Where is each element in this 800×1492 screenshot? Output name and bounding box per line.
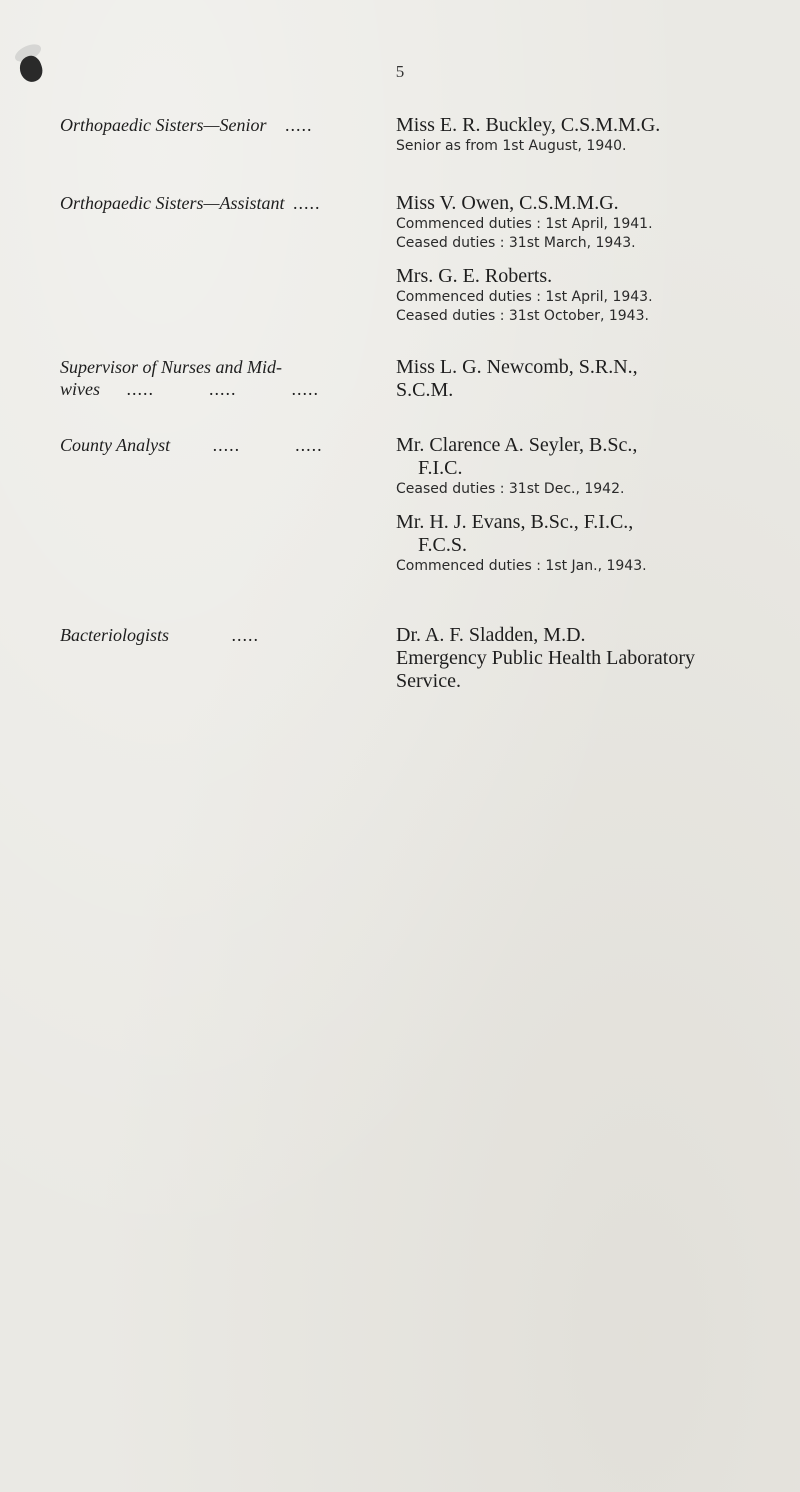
entry-value [396,356,780,402]
label-text: wives [60,379,100,399]
leader-dots: ..... ..... ..... [126,379,319,399]
leader-dots: ..... [285,115,313,135]
entry-label [60,114,390,136]
person-name-continued: F.I.C. [418,457,463,479]
entry-value [396,114,780,156]
entry-label [60,434,390,456]
person-name: Mrs. G. E. Roberts. [396,265,553,287]
person-name: Miss V. Owen, C.S.M.M.G. [396,192,619,214]
person-note: Senior as from 1st August, 1940. [396,138,627,154]
person-note: Ceased duties : 31st Dec., 1942. [396,481,625,497]
entry-value [396,192,780,326]
person-name-continued: F.C.S. [418,534,467,556]
person-name: Miss E. R. Buckley, C.S.M.M.G. [396,114,661,136]
label-text: Orthopaedic Sisters—Assistant [60,193,285,213]
label-text: Supervisor of Nurses and Mid- [60,357,282,377]
person-note: Ceased duties : 31st October, 1943. [396,308,649,324]
person-name: Miss L. G. Newcomb, S.R.N., [396,356,638,378]
entry-label [60,624,390,646]
entry-label [60,192,390,214]
label-text: Orthopaedic Sisters—Senior [60,115,267,135]
person-name: Dr. A. F. Sladden, M.D. [396,624,586,646]
person-note: Commenced duties : 1st April, 1941. [396,216,653,232]
entry-value [396,624,780,693]
person-note: Commenced duties : 1st April, 1943. [396,289,653,305]
leader-dots: ..... [231,625,259,645]
entry-value [396,434,780,576]
person-name-continued: S.C.M. [396,379,454,401]
person-note: Commenced duties : 1st Jan., 1943. [396,558,647,574]
leader-dots: ..... ..... [212,435,323,455]
page-number: 5 [395,62,405,81]
person-name: Mr. H. J. Evans, B.Sc., F.I.C., [396,511,634,533]
leader-dots: ..... [293,193,321,213]
label-text: County Analyst [60,435,171,455]
person-name-continued: Service. [396,670,461,692]
label-text: Bacteriologists [60,625,169,645]
person-note: Ceased duties : 31st March, 1943. [396,235,636,251]
person-name-continued: Emergency Public Health Laboratory [396,647,695,669]
entry-label [60,356,390,400]
person-name: Mr. Clarence A. Seyler, B.Sc., [396,434,638,456]
